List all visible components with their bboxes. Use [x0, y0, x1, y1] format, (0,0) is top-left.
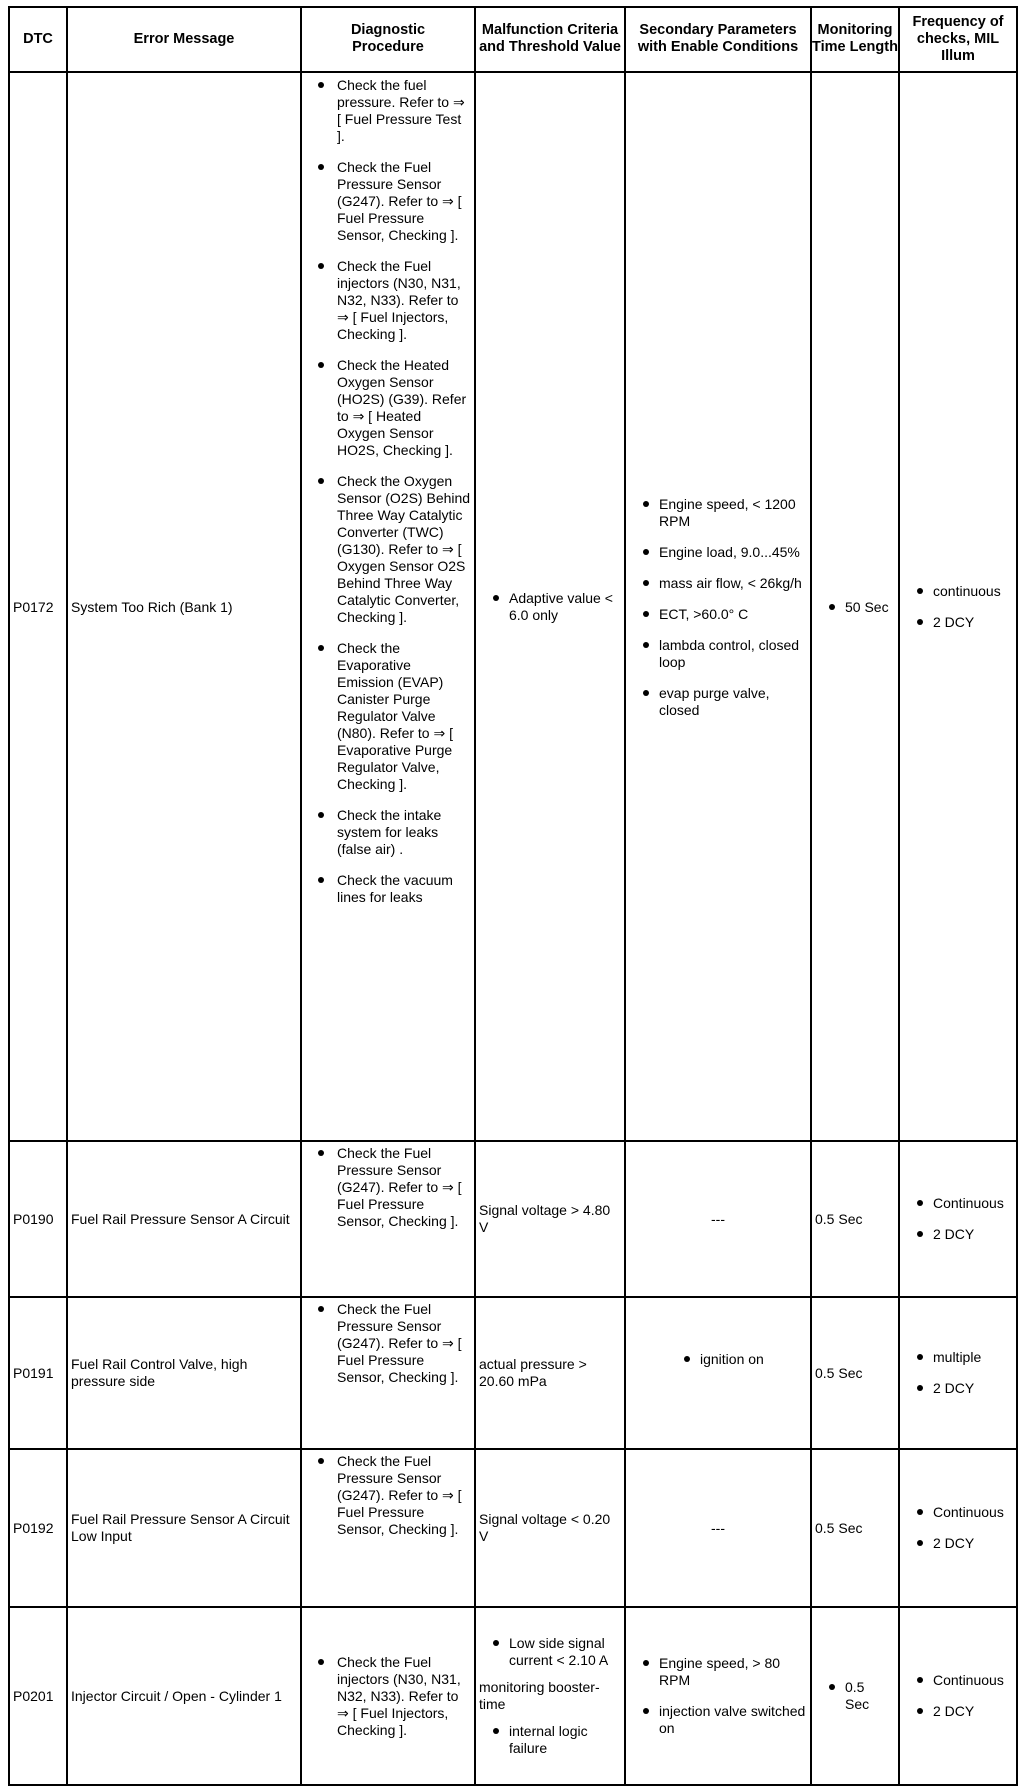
row-p0192-monitoring: 0.5 Sec	[815, 1519, 863, 1536]
grid-line	[1016, 6, 1018, 1786]
sec-item: evap purge valve, closed	[629, 685, 807, 719]
sec-item: ignition on	[670, 1351, 807, 1368]
grid-line	[8, 1606, 1018, 1608]
malf-note: monitoring booster-time	[479, 1679, 600, 1712]
grid-line	[300, 6, 302, 1786]
diag-item: Check the Heated Oxygen Sensor (HO2S) (G39). Refer to ⇒ [ Heated Oxygen Sensor HO2S, Checking ].	[305, 357, 471, 459]
diag-item: Check the fuel pressure. Refer to ⇒ [ Fuel Pressure Test ].	[305, 77, 471, 145]
freq-item: 2 DCY	[903, 1380, 1013, 1397]
row-p0190-malfunction: Signal voltage > 4.80 V	[479, 1202, 611, 1235]
header-secondary-parameters: Secondary Parameters with Enable Conditions	[637, 22, 799, 55]
row-p0172-monitoring	[812, 74, 898, 1140]
diag-item: Check the Fuel Pressure Sensor (G247). Refer to ⇒ [ Fuel Pressure Sensor, Checking ].	[305, 159, 471, 244]
row-p0192-malfunction: Signal voltage < 0.20 V	[479, 1511, 611, 1544]
grid-line	[810, 6, 812, 1786]
freq-item: 2 DCY	[903, 1226, 1013, 1243]
grid-line	[898, 6, 900, 1786]
grid-line	[66, 6, 68, 1786]
diag-item: Check the Evaporative Emission (EVAP) Canister Purge Regulator Valve (N80). Refer to ⇒ [ Evaporative Purge Regulator Valve, Checking ].	[305, 640, 471, 793]
malf-item: Adaptive value < 6.0 only	[479, 590, 621, 624]
row-p0201-malfunction	[476, 1608, 624, 1784]
sec-item: mass air flow, < 26kg/h	[629, 575, 807, 592]
row-p0190-frequency	[900, 1142, 1016, 1296]
malf-item: internal logic failure	[479, 1723, 621, 1757]
sec-item: Engine load, 9.0...45%	[629, 544, 807, 561]
row-p0192-error: Fuel Rail Pressure Sensor A Circuit Low Input	[71, 1511, 290, 1544]
grid-line	[8, 71, 1018, 73]
mon-item: 0.5 Sec	[815, 1679, 873, 1713]
row-p0191-dtc: P0191	[13, 1364, 54, 1381]
grid-line	[8, 1140, 1018, 1142]
diag-item: Check the Fuel Pressure Sensor (G247). Refer to ⇒ [ Fuel Pressure Sensor, Checking ].	[305, 1301, 471, 1386]
diag-item: Check the Oxygen Sensor (O2S) Behind Three Way Catalytic Converter (TWC) (G130). Refer to ⇒ [ Oxygen Sensor O2S Behind Three Way Catalytic Converter, Checking ].	[305, 473, 471, 626]
row-p0201-secondary	[626, 1608, 810, 1784]
grid-line	[8, 1296, 1018, 1298]
freq-item: Continuous	[903, 1195, 1013, 1212]
diag-item: Check the intake system for leaks (false air) .	[305, 807, 471, 858]
row-p0190-dtc: P0190	[13, 1210, 54, 1227]
row-p0192-dtc: P0192	[13, 1519, 54, 1536]
header-malfunction-criteria: Malfunction Criteria and Threshold Value	[479, 22, 621, 55]
diag-item: Check the Fuel Pressure Sensor (G247). Refer to ⇒ [ Fuel Pressure Sensor, Checking ].	[305, 1453, 471, 1538]
row-p0191-malfunction: actual pressure > 20.60 mPa	[479, 1356, 587, 1389]
header-error-message: Error Message	[133, 30, 235, 47]
row-p0172-dtc: P0172	[13, 598, 54, 615]
grid-line	[8, 6, 10, 1786]
grid-line	[624, 6, 626, 1786]
mon-item: 50 Sec	[815, 599, 895, 616]
row-p0172-malfunction	[476, 74, 624, 1140]
freq-item: Continuous	[903, 1504, 1013, 1521]
row-p0191-frequency	[900, 1298, 1016, 1448]
row-p0201-error: Injector Circuit / Open - Cylinder 1	[71, 1687, 282, 1704]
row-p0201-dtc: P0201	[13, 1687, 54, 1704]
row-p0192-secondary: ---	[711, 1519, 725, 1536]
sec-item: ECT, >60.0° C	[629, 606, 807, 623]
row-p0201-frequency	[900, 1608, 1016, 1784]
sec-item: Engine speed, < 1200 RPM	[629, 496, 807, 530]
grid-line	[8, 1448, 1018, 1450]
row-p0172-secondary	[626, 74, 810, 1140]
header-monitoring-time: Monitoring Time Length	[812, 22, 898, 55]
row-p0172-frequency	[900, 74, 1016, 1140]
row-p0172-diagnostic	[302, 74, 474, 1140]
freq-item: continuous	[903, 583, 1013, 600]
header-dtc: DTC	[23, 30, 53, 47]
header-frequency: Frequency of checks, MIL Illum	[912, 13, 1004, 64]
row-p0190-secondary: ---	[711, 1210, 725, 1227]
grid-line	[474, 6, 476, 1786]
row-p0192-diagnostic	[302, 1450, 474, 1606]
row-p0201-monitoring	[812, 1608, 898, 1784]
sec-item: injection valve switched on	[629, 1703, 807, 1737]
freq-item: 2 DCY	[903, 1535, 1013, 1552]
row-p0190-monitoring: 0.5 Sec	[815, 1210, 863, 1227]
sec-item: lambda control, closed loop	[629, 637, 807, 671]
row-p0201-diagnostic	[302, 1608, 474, 1784]
row-p0191-secondary	[626, 1298, 810, 1448]
freq-item: 2 DCY	[903, 614, 1013, 631]
row-p0190-error: Fuel Rail Pressure Sensor A Circuit	[71, 1210, 290, 1227]
row-p0192-frequency	[900, 1450, 1016, 1606]
diag-item: Check the Fuel injectors (N30, N31, N32, N33). Refer to ⇒ [ Fuel Injectors, Checking ].	[305, 258, 471, 343]
grid-line	[8, 1784, 1018, 1786]
row-p0191-diagnostic	[302, 1298, 474, 1448]
diag-item: Check the Fuel injectors (N30, N31, N32, N33). Refer to ⇒ [ Fuel Injectors, Checking ].	[305, 1654, 471, 1739]
grid-line	[8, 6, 1018, 8]
row-p0191-error: Fuel Rail Control Valve, high pressure side	[71, 1356, 248, 1389]
header-diagnostic-procedure: Diagnostic Procedure	[350, 22, 426, 55]
freq-item: 2 DCY	[903, 1703, 1013, 1720]
diag-item: Check the Fuel Pressure Sensor (G247). Refer to ⇒ [ Fuel Pressure Sensor, Checking ].	[305, 1145, 471, 1230]
row-p0172-error: System Too Rich (Bank 1)	[71, 598, 233, 615]
freq-item: Continuous	[903, 1672, 1013, 1689]
diag-item: Check the vacuum lines for leaks	[305, 872, 471, 906]
freq-item: multiple	[903, 1349, 1013, 1366]
row-p0191-monitoring: 0.5 Sec	[815, 1364, 863, 1381]
malf-item: Low side signal current < 2.10 A	[479, 1635, 621, 1669]
sec-item: Engine speed, > 80 RPM	[629, 1655, 807, 1689]
row-p0190-diagnostic	[302, 1142, 474, 1296]
